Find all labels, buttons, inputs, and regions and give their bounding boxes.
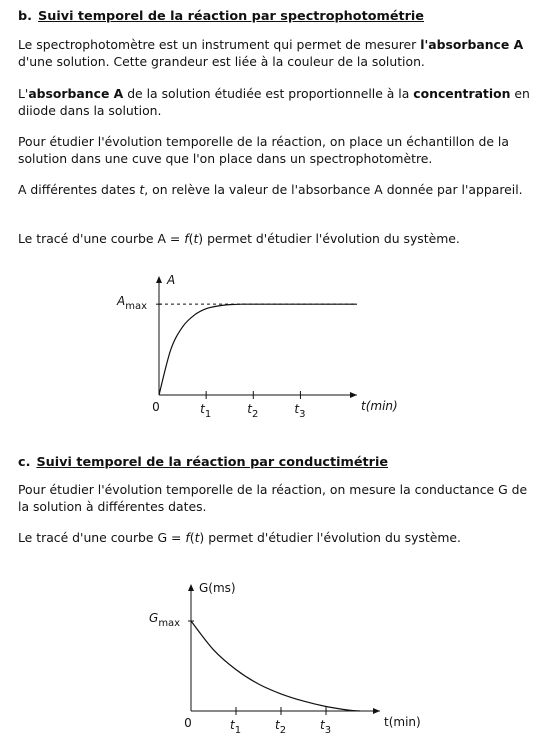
bold-term: l'absorbance A: [420, 37, 524, 52]
x-tick-label-t3: $t_3$: [320, 718, 332, 736]
text-run: L': [18, 86, 29, 101]
text-run: Le tracé d'une courbe G =: [18, 530, 186, 545]
section-c-paragraph-1: Pour étudier l'évolution temporelle de la réaction, on mesure la conductance G de la solution à différentes dates.: [18, 482, 528, 514]
bold-term: absorbance A: [28, 86, 124, 101]
section-b-paragraph-3: Pour étudier l'évolution temporelle de la réaction, on place un échantillon de la solution dans une cuve que l'on place dans un spectrophotomètre.: [18, 134, 509, 166]
section-c-paragraph-2: [18, 530, 538, 547]
x-tick-label-t1: $t_1$: [230, 718, 242, 736]
x-tick-label-t3: $t_3$: [294, 402, 306, 420]
italic-variable: t: [194, 530, 200, 545]
text-run: d'une solution. Cette grandeur est liée à la couleur de la solution.: [18, 53, 425, 69]
text-run: (: [189, 530, 195, 545]
x-tick-label-t1: $t_1$: [200, 402, 212, 420]
data-curve: [191, 621, 360, 711]
y-max-label: $G_{max}$: [149, 611, 181, 629]
text-run: (: [188, 231, 194, 246]
text-run: ) permet d'étudier l'évolution du système.: [199, 530, 461, 545]
x-axis-label: t(min): [361, 399, 398, 413]
italic-variable: f: [184, 231, 189, 246]
text-run: , on relève la valeur de l'absorbance A donnée par l'appareil.: [144, 182, 523, 197]
section-c-heading: [18, 455, 388, 470]
y-axis-label: G(ms): [199, 581, 236, 595]
section-c-title: Suivi temporel de la réaction par conductimétrie: [36, 455, 389, 470]
italic-variable: t: [193, 231, 199, 246]
text-run: Le tracé d'une courbe A =: [18, 231, 185, 246]
section-b-marker: b.: [18, 9, 33, 24]
absorbance-chart: [0, 265, 560, 425]
text-run: Le spectrophotomètre est un instrument qui permet de mesurer: [18, 37, 421, 52]
x-tick-label-t2: $t_2$: [275, 718, 287, 736]
origin-label: 0: [152, 400, 160, 414]
y-max-label: $A_{max}$: [117, 294, 148, 313]
origin-label: 0: [184, 716, 192, 730]
text-run: en diiode dans la solution.: [18, 86, 530, 118]
section-b-paragraph-2: [18, 86, 538, 119]
text-run: de la solution étudiée est proportionnelle à la: [123, 86, 414, 101]
text-run: ) permet d'étudier l'évolution du système.: [198, 231, 460, 246]
x-axis-arrow: [350, 392, 357, 398]
italic-variable: f: [185, 530, 190, 545]
section-b-heading: [18, 9, 424, 24]
section-b-paragraph-1: [18, 37, 538, 70]
section-b-paragraph-4: [18, 182, 538, 199]
y-axis-arrow: [156, 276, 162, 283]
italic-variable: t: [139, 182, 145, 197]
section-b-title: Suivi temporel de la réaction par spectrophotométrie: [38, 9, 424, 24]
bold-term: concentration: [413, 86, 511, 101]
section-c-marker: c.: [18, 455, 31, 470]
y-axis-label: A: [167, 273, 176, 287]
x-axis-label: t(min): [384, 715, 421, 729]
data-curve: [159, 304, 357, 395]
conductance-chart: [0, 566, 560, 746]
x-tick-label-t2: $t_2$: [247, 402, 259, 420]
section-b-paragraph-5: [18, 231, 538, 248]
y-axis-arrow: [188, 584, 194, 591]
text-run: A différentes dates: [18, 182, 140, 197]
x-axis-arrow: [373, 708, 380, 714]
